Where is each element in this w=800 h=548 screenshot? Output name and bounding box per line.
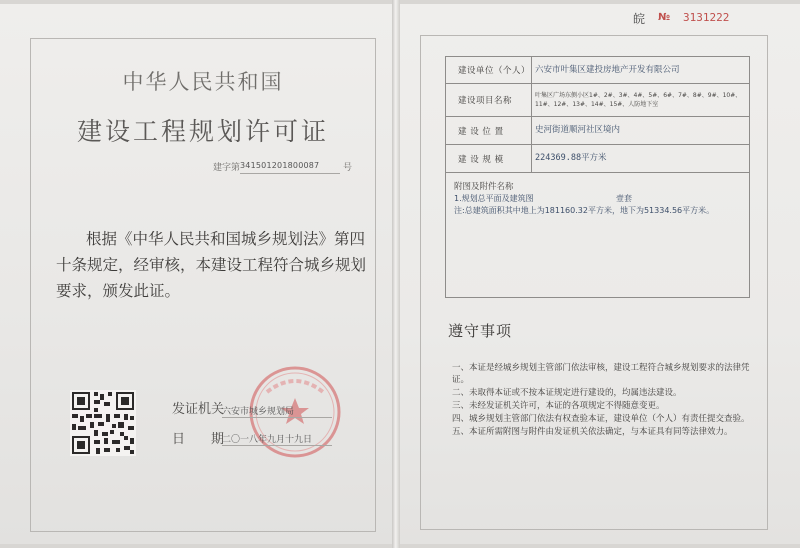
serial-province: 皖 — [633, 12, 646, 26]
attachment-note: 注:总建筑面积其中地上为181160.32平方米，地下为51334.56平方米。 — [454, 206, 715, 215]
list-item: 三、未经发证机关许可，本证的各项规定不得随意变更。 — [452, 401, 665, 411]
issuer-underline — [222, 417, 332, 418]
country-heading: 中华人民共和国 — [122, 70, 284, 94]
row-key: 建设项目名称 — [446, 84, 532, 117]
attachments-box — [445, 172, 750, 298]
row-value: 史河街道顺河社区境内 — [532, 117, 750, 145]
table-row — [446, 117, 750, 145]
qr-code-icon — [70, 390, 136, 456]
issuer-value: 六安市城乡规划局 — [222, 407, 295, 417]
row-value: 六安市叶集区建投房地产开发有限公司 — [532, 57, 750, 84]
table-row — [446, 84, 750, 117]
certificate-title: 建设工程规划许可证 — [76, 117, 329, 146]
list-item: 一、本证是经城乡规划主管部门依法审核，建设工程符合城乡规划要求的法律凭证。 — [452, 363, 750, 385]
notice-list — [452, 362, 758, 438]
cert-no-value: 341501201800087 — [240, 161, 320, 170]
table-row — [446, 145, 750, 173]
row-value: 叶集区广场东侧小区1#、2#、3#、4#、5#、6#、7#、8#、9#、10#、11#、12#、13#、14#、15#、人防地下室 — [532, 84, 750, 117]
row-key: 建 设 位 置 — [446, 117, 532, 145]
cert-no-prefix: 建字第 — [213, 163, 241, 173]
notice-title: 遵守事项 — [448, 322, 513, 340]
date-underline — [222, 445, 332, 446]
serial-value: 3131222 — [683, 11, 730, 24]
attachment-line-1-status: 壹套 — [616, 194, 632, 203]
certificate-body-text: 根据《中华人民共和国城乡规划法》第四十条规定，经审核，本建设工程符合城乡规划要求，颁发此证。 — [56, 230, 367, 300]
date-value: 二〇一八年九月十九日 — [222, 435, 313, 445]
project-info-table — [445, 56, 750, 173]
list-item: 五、本证所需附图与附件由发证机关依法确定，与本证具有同等法律效力。 — [452, 427, 733, 437]
row-value: 224369.88平方米 — [532, 145, 750, 173]
issuer-label: 发证机关 — [172, 402, 225, 417]
list-item: 二、未取得本证或不按本证规定进行建设的，均属违法建设。 — [452, 388, 682, 398]
row-key: 建设单位（个人） — [446, 57, 532, 84]
issue-date — [172, 428, 362, 448]
list-item: 四、城乡规划主管部门依法有权查验本证，建设单位（个人）有责任提交查验。 — [452, 414, 750, 424]
serial-no-mark: № — [658, 12, 671, 23]
attachment-line-1: 1.规划总平面及建筑图 — [454, 194, 534, 203]
serial-number — [633, 10, 793, 28]
row-key: 建 设 规 模 — [446, 145, 532, 173]
attachments-title: 附图及附件名称 — [454, 182, 514, 192]
certificate-number — [213, 160, 363, 176]
book-gutter — [392, 0, 400, 548]
cert-no-underline — [240, 173, 340, 174]
issuing-authority — [172, 398, 362, 418]
date-label: 日 期 — [172, 432, 225, 447]
table-row — [446, 57, 750, 84]
cert-no-suffix: 号 — [343, 163, 353, 173]
